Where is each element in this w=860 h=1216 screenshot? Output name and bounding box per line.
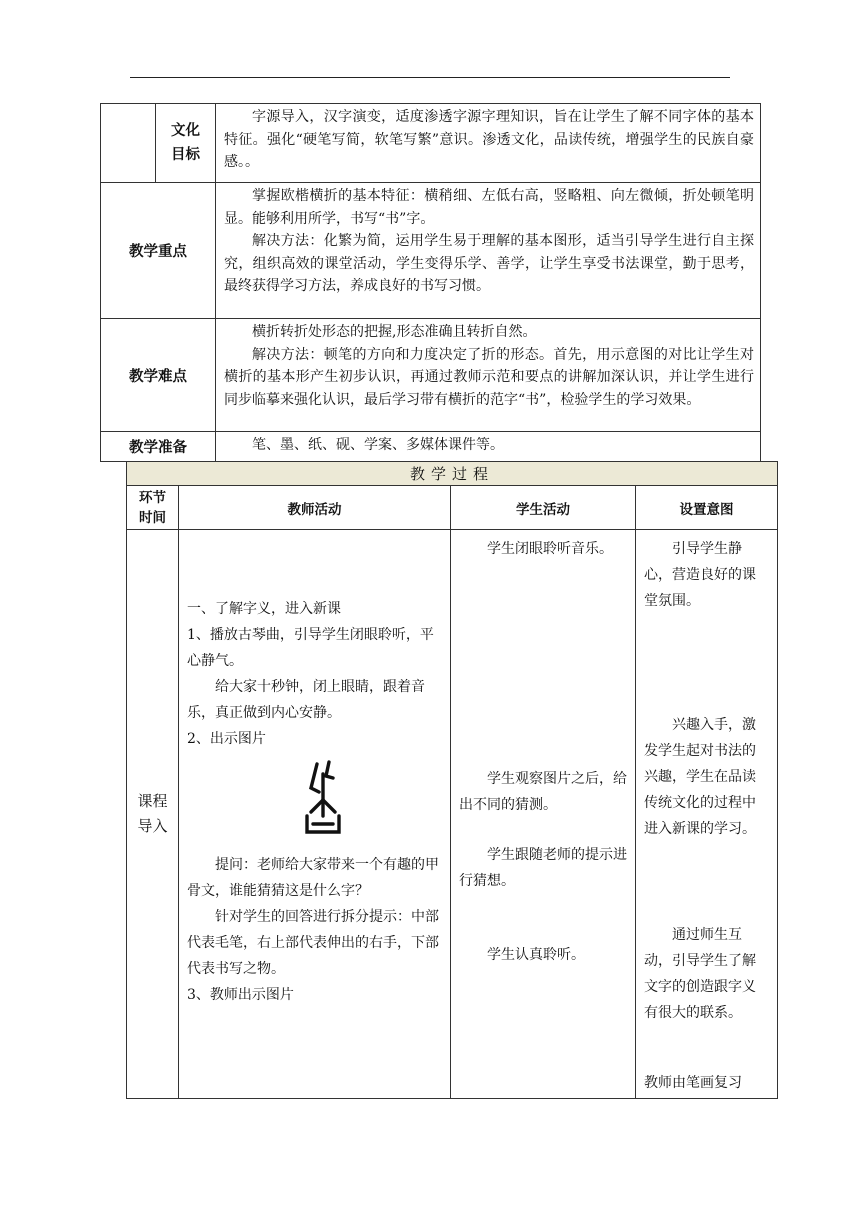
design-intent-header: 设置意图 <box>636 486 778 530</box>
culture-goal-label <box>156 104 216 183</box>
activity-heading: 一、了解字义，进入新课 <box>187 601 341 617</box>
oracle-bone-character-image <box>299 758 349 838</box>
row-culture-goal <box>101 104 761 183</box>
section-label <box>127 530 179 1099</box>
student-activity: 学生认真聆听。 <box>487 947 585 963</box>
teacher-block-2 <box>187 852 442 1008</box>
label-line: 目标 <box>171 147 200 163</box>
column-header-row <box>127 486 778 530</box>
activity-step: 2、出示图片 <box>187 731 266 747</box>
process-title-row <box>127 462 778 486</box>
paragraph: 解决方法：化繁为简，运用学生易于理解的基本图形，适当引导学生进行自主探究，组织高效的课堂活动，学生变得乐学、善学，让学生享受书法课堂，勤于思考，最终获得学习方法，养成良好的书写习惯。 <box>224 233 754 294</box>
objectives-table <box>100 103 761 462</box>
activity-detail: 给大家十秒钟，闭上眼睛，跟着音乐，真正做到内心安静。 <box>187 679 425 721</box>
key-point-content <box>216 183 761 319</box>
header-rule <box>130 77 730 78</box>
process-table <box>126 461 778 1099</box>
activity-question: 提问：老师给大家带来一个有趣的甲骨文，谁能猜猜这是什么字？ <box>187 857 439 899</box>
student-activity: 学生观察图片之后，给出不同的猜测。 <box>459 771 627 813</box>
paragraph: 掌握欧楷横折的基本特征：横稍细、左低右高，竖略粗、向左微倾，折处顿笔明显。能够利用所学，书写“书”字。 <box>224 188 754 227</box>
process-title: 教学过程 <box>127 462 778 486</box>
preparation-content <box>216 432 761 462</box>
glyph-stroke <box>326 762 333 778</box>
header-line: 环节 <box>139 489 166 506</box>
culture-goal-content <box>216 104 761 183</box>
key-point-label: 教学重点 <box>101 183 216 319</box>
teacher-activity-header: 教师活动 <box>179 486 451 530</box>
row-difficulty <box>101 319 761 432</box>
activity-step: 1、播放古琴曲，引导学生闭眼聆听，平心静气。 <box>187 627 434 669</box>
activity-step: 3、教师出示图片 <box>187 987 294 1003</box>
difficulty-label: 教学难点 <box>101 319 216 432</box>
label-line: 文化 <box>171 123 200 139</box>
design-intent-cell <box>636 530 778 1099</box>
paragraph: 字源导入，汉字演变，适度渗透字源字理知识，旨在让学生了解不同字体的基本特征。强化“硬笔写简，软笔写繁”意识。渗透文化，品读传统，增强学生的民族自豪感。。 <box>224 109 754 170</box>
paragraph: 横折转折处形态的把握,形态准确且转折自然。 <box>252 324 537 340</box>
difficulty-content <box>216 319 761 432</box>
student-activity: 学生跟随老师的提示进行猜想。 <box>459 847 627 889</box>
student-activity-header: 学生活动 <box>451 486 636 530</box>
glyph-stroke <box>311 800 323 812</box>
row-key-point <box>101 183 761 319</box>
design-intent: 通过师生互动，引导学生了解文字的创造跟字义有很大的联系。 <box>644 927 756 1021</box>
blank-cell <box>101 104 156 183</box>
design-intent: 兴趣入手，激发学生起对书法的兴趣，学生在品读传统文化的过程中进入新课的学习。 <box>644 717 756 837</box>
row-preparation <box>101 432 761 462</box>
design-intent: 教师由笔画复习 <box>644 1075 742 1091</box>
student-activity-cell <box>451 530 636 1099</box>
glyph-stroke <box>311 764 319 792</box>
header-line: 时间 <box>139 509 166 526</box>
stage-time-header <box>127 486 179 530</box>
activity-explanation: 针对学生的回答进行拆分提示：中部代表毛笔，右上部代表伸出的右手，下部代表书写之物。 <box>187 909 439 977</box>
glyph-stroke <box>323 800 335 812</box>
student-activity: 学生闭眼聆听音乐。 <box>487 541 613 557</box>
paragraph: 笔、墨、纸、砚、学案、多媒体课件等。 <box>252 437 504 453</box>
paragraph: 解决方法：顿笔的方向和力度决定了折的形态。首先，用示意图的对比让学生对横折的基本形产生初步认识，再通过教师示范和要点的讲解加深认识，并让学生进行同步临摹来强化认识，最后学习带有横折的范字“书”，检验学生的学习效果。 <box>224 346 754 408</box>
label-line: 课程 <box>137 792 168 810</box>
teacher-activity-cell <box>179 530 451 1099</box>
intro-section-row <box>127 530 778 1099</box>
teacher-block-1 <box>187 596 442 752</box>
design-intent: 引导学生静心，营造良好的课堂氛围。 <box>644 541 756 609</box>
label-line: 导入 <box>137 817 168 835</box>
preparation-label: 教学准备 <box>101 432 216 462</box>
